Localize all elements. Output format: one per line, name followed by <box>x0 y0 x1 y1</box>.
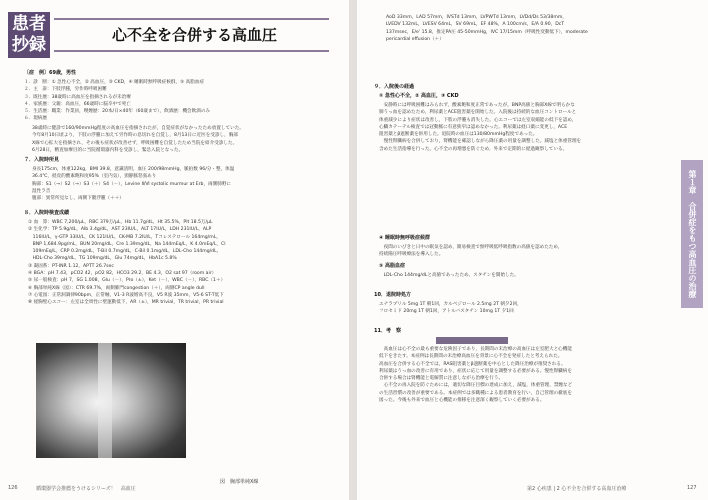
lab-line: 116IU/L，γ-GTP 33IU/L，CK 121IU/L，CK-MB 7.2IU/L，Tコレステロール 164mg/mL， <box>28 234 221 240</box>
page-number-right: 127 <box>687 485 697 491</box>
lab-line: ① 血 算：WBC 7,200/μL，RBC 379万/μL，Hb 11.7g/dL，Ht 35.5%，Plt 18.5万/μL <box>28 220 213 225</box>
lipid-text <box>379 272 679 279</box>
discussion-line: の生活習慣の改善が重要である。本症例では多職種による患者教育を行い，自己管理の徹底を <box>379 390 572 396</box>
course-text <box>379 102 679 153</box>
lab-line: 109mEq/L，CRP 0.2mg/dL，T-Bil 0.7mg/dL，C-Bil 0.1mg/dL，LDL-Cho 144mg/dL， <box>28 249 222 255</box>
case-items <box>24 79 344 123</box>
discussion-line: 心不全の再入院を防ぐためには，適切な降圧目標の達成に加え，減塩，体重管理，禁煙など <box>379 383 573 389</box>
history-line: 38歳時に健診で160/90mmHg程度の高血圧を指摘されたが，自覚症状がなかったため放置していた。 <box>32 126 244 131</box>
course-line: 心臓カテーテル検査では冠動脈に有意狭窄は認めなかった。利尿薬は経口薬に変更し，ACE <box>379 124 568 130</box>
xray-spine <box>98 343 112 458</box>
footer-left: 循環器学会推薦をうけるシリーズ！ 高血圧 <box>36 486 136 492</box>
lab-line: ④ BGA：pH 7.43，pCO2 42，pO2 82，HCO3 29.2，BE 4.3，O2 sat 97（room air） <box>28 271 217 277</box>
lipid-heading: ⑤ 高脂血症 <box>379 263 405 269</box>
course2-line: 夜間のいびきと日中の眠気を認め，簡易検査で無呼吸低呼吸指数の高値を認めたため， <box>379 245 563 250</box>
echo-line: pericardial effusion（＋） <box>386 36 444 42</box>
case-item: ５．生活歴：職業：作業員，喫煙歴：20本/日×40年（60歳まで），飲酒歴：機会飲酒のみ <box>24 109 211 115</box>
case-item: １．診 断：① 急性心不全，② 高血圧，③ CKD，④ 睡眠時無呼吸症候群，⑤ 高脂血症 <box>24 80 205 85</box>
sleep-apnea-heading: ④ 睡眠時無呼吸症候群 <box>379 235 430 241</box>
lab-line: ② 生化学：TP 5.9g/dL，Alb 3.4g/dL，AST 23IU/L，ALT 17IU/L，LDH 231IU/L，ALP <box>28 227 212 233</box>
history-line: 6月28日，精査加療目的に当院循環器内科を受診し，緊急入院となった。 <box>32 147 184 153</box>
course-line: 阻害薬とβ遮断薬を併用した。退院時の血圧は130/80mmHg程度であった。 <box>379 132 538 138</box>
findings-text <box>32 166 344 202</box>
sec8-heading: ８．入院時検査成績 <box>24 210 70 216</box>
case-item: ２．主 訴：下肢浮腫，労作時呼吸困難 <box>24 87 107 93</box>
footer-right: 第2 心疾患 | 2 心不全を合併する高血圧治療 <box>527 486 627 492</box>
course-line: 安静時には呼吸困難はみられず，酸素飽和度正常であったが，BNP高値と胸部X線で明らかな <box>379 103 575 108</box>
page-number-left: 126 <box>8 485 18 491</box>
lab-line: ⑤ 尿一般検査：pH 7，SG 1.008，Glu（－），Pro（±），Ket（－），WBC（－），RBC（1＋） <box>28 278 226 284</box>
history-line: 今年8月10日頃より，下肢の浮腫に加えて労作時の息切れを自覚し，8月13日に近医を受診し，胸部 <box>32 133 238 139</box>
sec7-heading: ７．入院時所見 <box>24 157 60 163</box>
discussion-line: 図った。今後も外来で血圧と心機能の推移を注意深く観察していく必要がある。 <box>379 398 545 404</box>
sec11-heading: 11．考 察 <box>374 328 401 334</box>
discussion-line: 低下をきたす。本症例は長期間の未治療高血圧を背景に心不全を発症したと考えられた。 <box>379 354 563 360</box>
discussion-text <box>379 346 679 404</box>
case-badge <box>8 12 50 58</box>
echo-continued <box>386 14 686 43</box>
course-line: 体重減少により症状は改善し，下肢の浮腫も消失した。心エコーでは左室収縮能の低下を認め， <box>379 117 577 123</box>
echo-line: 137msec，E/e' 15.8，推定PA圧 45-50mmHg，IVC 17/15mm（呼吸性変動低下），moderate <box>386 29 588 35</box>
case-label: 〔症 例〕69歳，男性 <box>24 70 76 76</box>
labs-text <box>28 219 344 307</box>
lab-line: ③ 凝固系：PT-INR 1.12，APTT 26.7sec <box>28 263 114 269</box>
history-text <box>32 125 344 154</box>
lab-line: BNP 1,684.9pg/mL，BUN 20mg/dL，Cre 1.39mg/dL，Na 144mEq/L，K 4.0mEq/L，Cl <box>28 241 226 247</box>
findings-line: 腹部：異常所見なし，両側下腿浮腫（＋＋） <box>32 196 124 202</box>
sec10-heading: 10．退院時処方 <box>374 292 411 298</box>
rx-line: エナラプリル 5mg 1T 朝1回，カルベジロール 2.5mg 2T 朝夕2回， <box>379 302 522 307</box>
book-gutter <box>349 0 357 500</box>
case-item: ４．家族歴：父親：高血圧，66歳時に脳卒中で死亡 <box>24 101 131 107</box>
reference-label-box <box>436 337 508 344</box>
findings-line: 胸部：S1（→）S2（→）S3（＋）S4（－），Levine Ⅱ/Ⅵ systolic murmur at Erb，両側肺野に <box>32 181 232 187</box>
lab-line: ⑦ 心電図：正常洞調律90bpm，正常軸，V1-3 R波増高不良，V5 R波 35mm，V5-6 ST-T低下 <box>28 292 224 298</box>
echo-line: LVEDV 132mL，LVESV 64mL，SV 69mL，EF 48%，A 100cm/s，E/A 0.90，DcT <box>386 22 565 28</box>
sleep-apnea-text <box>379 244 679 259</box>
chapter-side-tab: 第１章 合併症をもつ高血圧の治療 <box>681 160 703 308</box>
findings-line: 36.4℃，経皮的酸素飽和度95%（室内気），頸静脈怒張あり <box>32 174 157 180</box>
echo-line: AoD 33mm，LAD 57mm，IVSTd 13mm，LVPWTd 13mm，LVDd/Ds 53/38mm， <box>386 15 567 20</box>
lab-line: ⑥ 胸部単純X線（図）：CTR 69.7%，両側肺門congestion（＋），両側CP angle dull <box>28 285 205 291</box>
findings-line: 身長175cm，体重122kg，BMI 39.8，意識清明，血圧 200/98mmHg，脈拍数 96/分・整，体温 <box>32 167 235 172</box>
findings-line: 湿性ラ音 <box>32 188 51 194</box>
right-page <box>357 0 708 500</box>
case-item: ３．既往歴：38歳時に高血圧を指摘されるが未治療 <box>24 94 131 100</box>
discussion-line: 合併する場合は腎機能と電解質に注意しながら治療を行う。 <box>379 376 504 382</box>
figure-caption: 図 胸部単純X線 <box>220 479 259 485</box>
history-line: X線で心拡大を指摘され，その後も症状が改善せず，呼吸困難を自覚したため当院を紹介受診した。 <box>32 140 238 146</box>
prescription-text <box>379 301 679 316</box>
course-subheading: ① 急性心不全，② 高血圧，③ CKD <box>379 93 459 99</box>
badge-line1: 患者 <box>12 14 46 34</box>
discussion-line: 高血圧を合併する心不全では，RAS阻害薬とβ遮断薬を中心とした降圧治療が推奨される。 <box>379 361 566 367</box>
case-item: ６．現病歴 <box>24 116 47 122</box>
course-line: 肺うっ血を認めたため，利尿薬とACE阻害薬を開始した。入院後は持続的な血圧コントロールと <box>379 110 577 116</box>
lab-line: ⑧ 経胸壁心エコー：左室は全周性に壁運動低下，AR（±），MR trivial，TR trivial，PR trivial <box>28 300 224 306</box>
left-page <box>0 0 349 500</box>
badge-line2: 抄録 <box>12 35 46 55</box>
course3-line: LDL-Cho 144mg/dLと高値であったため，スタチンを開始した。 <box>379 273 519 278</box>
discussion-line: 利尿薬はうっ血の改善に有用であり，症状に応じて用量を調整する必要がある。慢性腎臓病を <box>379 368 572 374</box>
course-line: 慢性腎臓病を合併しており，腎機能を確認しながら降圧薬の用量を調整した。減塩と体重管理を <box>379 139 582 145</box>
chest-xray-image <box>36 343 186 458</box>
sec9-heading: ９．入院後の経過 <box>374 84 415 90</box>
course2-line: 持続陽圧呼吸療法を導入した。 <box>379 252 444 258</box>
page-title: 心不全を合併する高血圧 <box>54 18 329 52</box>
rx-line: フロセミド 20mg 1T 朝1回，アトルバスタチン 10mg 1T 夕1回 <box>379 309 514 315</box>
discussion-line: 高血圧は心不全の最も重要な危険因子であり，長期間の未治療の高血圧は左室肥大と心機能 <box>379 347 572 352</box>
course-line: 含めた生活指導を行った。心不全の再増悪を防ぐため，外来で定期的に経過観察している。 <box>379 146 568 152</box>
lab-line: HDL-Cho 39mg/dL，TG 109mg/dL，Glu 74mg/dL，HbA1c 5.8% <box>28 256 177 262</box>
